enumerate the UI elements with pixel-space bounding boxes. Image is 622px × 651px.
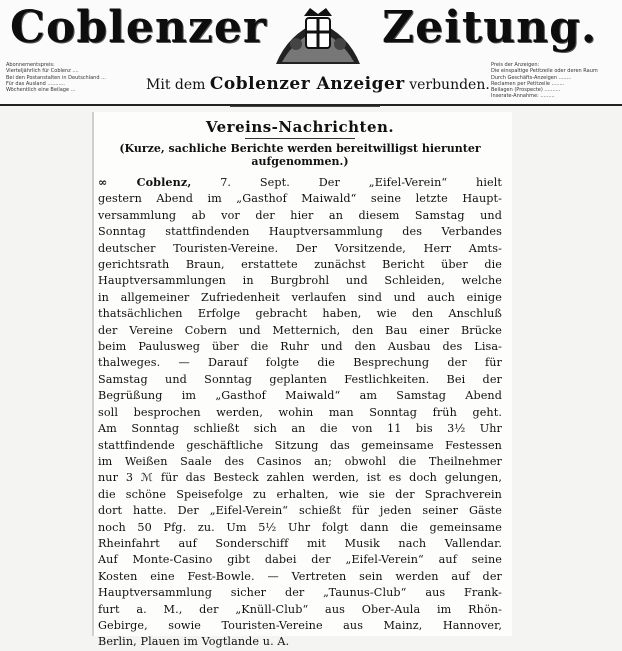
article-line: Hauptversammlung sicher der „Taunus-Club“ aus Frank- bbox=[98, 586, 502, 600]
article-line: furt a. M., der „Knüll-Club“ aus Ober-Aula im Rhön- bbox=[98, 602, 502, 616]
article-line: Hauptversammlungen in Burgbrohl und Schleiden, welche bbox=[98, 274, 502, 288]
article-heading: Vereins-Nachrichten. bbox=[205, 118, 395, 136]
article-line: nur 3 ℳ für das Besteck zahlen werden, ist es doch gelungen, bbox=[98, 471, 502, 485]
article-line: stattfindende geschäftliche Sitzung das gemeinsame Festessen bbox=[98, 438, 502, 452]
article-line: gestern Abend im „Gasthof Maiwald“ seine letzte Haupt- bbox=[98, 192, 502, 206]
article-line: der Vereine Cobern und Metternich, den Bau einer Brücke bbox=[98, 323, 502, 337]
masthead-subtitle: Mit dem Coblenzer Anzeiger verbunden. bbox=[146, 74, 490, 94]
heading-rule bbox=[245, 138, 355, 139]
article-body bbox=[98, 174, 502, 651]
masthead bbox=[0, 0, 622, 106]
masthead-advert-prices: Preis der Anzeigen: Die einspaltige Petitzeile oder deren Raum Durch Geschäfts-Anzeigen ........ Reclamen per Petitzeile ........ Beilagen (Prospecte) .......... Inserate-Annahme: ......... bbox=[491, 62, 598, 100]
article-line: beim Paulusweg über die Ruhr und den Ausbau des Lisa- bbox=[98, 340, 502, 354]
article-line: im Weißen Saale des Casinos an; obwohl die Theilnehmer bbox=[98, 454, 502, 468]
article-line: deutscher Touristen-Vereine. Der Vorsitzende, Herr Amts- bbox=[98, 241, 502, 255]
article-line: Gebirge, sowie Touristen-Vereine aus Mainz, Hannover, bbox=[98, 618, 502, 632]
article-line: Sonntag stattfindenden Hauptversammlung des Verbandes bbox=[98, 225, 502, 239]
masthead-title-left: Coblenzer bbox=[10, 2, 267, 53]
article-line: Auf Monte-Casino gibt dabei der „Eifel-Verein“ auf seine bbox=[98, 553, 502, 567]
article-line: dort hatte. Der „Eifel-Verein“ schießt für jeden seiner Gäste bbox=[98, 504, 502, 518]
article-line: thatsächlichen Erfolge gebracht haben, wie den Anschluß bbox=[98, 307, 502, 321]
article-line: Berlin, Plauen im Vogtlande u. A. bbox=[98, 635, 290, 649]
masthead-subscription-info: Abonnementspreis: Vierteljährlich für Coblenz .... Bei den Postanstalten in Deutschland ... Für das Ausland ........... Wöchentlich eine Beilage ... bbox=[6, 62, 106, 94]
article-line: Rheinfahrt auf Sonderschiff mit Musik nach Vallendar. bbox=[98, 536, 502, 550]
clipping-edge bbox=[92, 112, 94, 636]
article-dateline: ∞ Coblenz, bbox=[98, 175, 192, 189]
article-line: thalweges. — Darauf folgte die Besprechung der für bbox=[98, 356, 502, 370]
subtitle-newspaper-name: Coblenzer Anzeiger bbox=[209, 74, 405, 94]
article-line: Begrüßung im „Gasthof Maiwald“ am Samstag Abend bbox=[98, 389, 502, 403]
article-line: die schöne Speisefolge zu erhalten, wie sie der Sprachverein bbox=[98, 487, 502, 501]
article-line: Samstag und Sonntag geplanten Festlichkeiten. Bei der bbox=[98, 372, 502, 386]
article-line: versammlung ab vor der hier an diesem Samstag und bbox=[98, 208, 502, 222]
section-divider bbox=[230, 106, 380, 107]
article-line: in allgemeiner Zufriedenheit verlaufen sind und auch einige bbox=[98, 290, 502, 304]
article-column bbox=[98, 118, 502, 651]
masthead-title-right: Zeitung. bbox=[382, 2, 598, 53]
article-editorial-note: (Kurze, sachliche Berichte werden bereitwilligst hierunter aufgenommen.) bbox=[119, 142, 481, 168]
article-line: soll besprochen werden, wohin man Sonntag früh geht. bbox=[98, 405, 502, 419]
article-line: ∞ Coblenz, 7. Sept. Der „Eifel-Verein“ hielt bbox=[98, 175, 503, 189]
coat-of-arms-icon bbox=[268, 4, 368, 66]
article-line: noch 50 Pfg. zu. Um 5½ Uhr folgt dann die gemeinsame bbox=[98, 520, 502, 534]
article-line: Kosten eine Fest-Bowle. — Vertreten sein werden auf der bbox=[98, 569, 502, 583]
article-line: Am Sonntag schließt sich an die von 11 bis 3½ Uhr bbox=[98, 422, 502, 436]
article-line: gerichtsrath Braun, erstattete zunächst Bericht über die bbox=[98, 258, 502, 272]
